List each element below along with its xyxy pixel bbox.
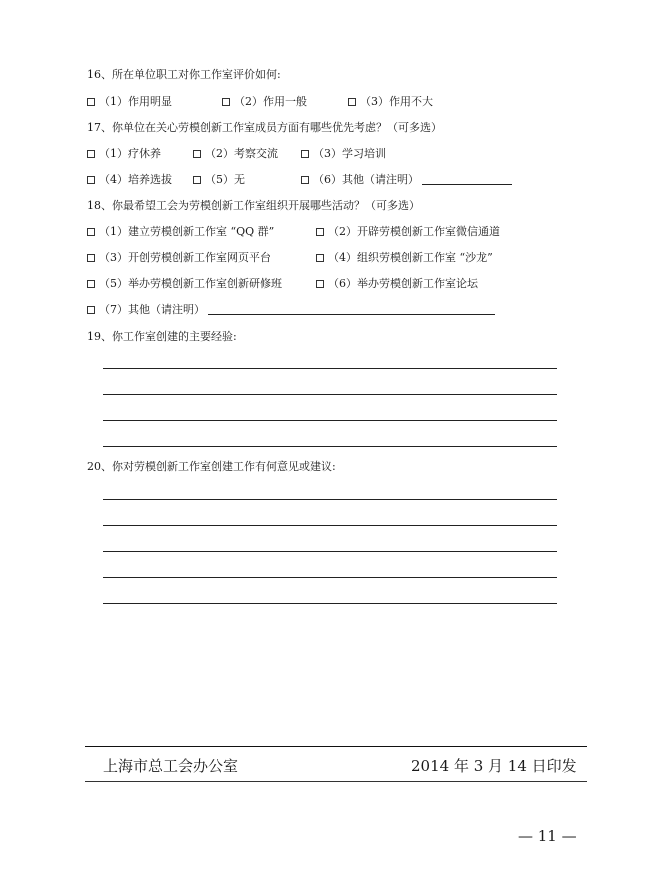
footer-top-rule bbox=[85, 746, 587, 747]
q20-answer-line-3[interactable] bbox=[103, 551, 557, 552]
checkbox[interactable] bbox=[87, 254, 95, 262]
q18-other-fill-line[interactable] bbox=[208, 303, 495, 315]
q16-option-1[interactable]: （1）作用明显 bbox=[87, 95, 172, 109]
q19-answer-line-1[interactable] bbox=[103, 368, 557, 369]
footer-date: 2014 年 3 月 14 日印发 bbox=[411, 757, 577, 775]
checkbox[interactable] bbox=[301, 176, 309, 184]
checkbox[interactable] bbox=[316, 254, 324, 262]
checkbox[interactable] bbox=[301, 150, 309, 158]
q18-option-7[interactable]: （7）其他（请注明） bbox=[87, 303, 495, 317]
q20-answer-line-5[interactable] bbox=[103, 603, 557, 604]
q20-answer-line-4[interactable] bbox=[103, 577, 557, 578]
q18-option-2[interactable]: （2）开辟劳模创新工作室微信通道 bbox=[316, 225, 500, 239]
q17-option-6[interactable]: （6）其他（请注明） bbox=[301, 173, 512, 187]
q19-answer-line-4[interactable] bbox=[103, 446, 557, 447]
q17-option-1[interactable]: （1）疗休养 bbox=[87, 147, 161, 161]
checkbox[interactable] bbox=[193, 176, 201, 184]
checkbox[interactable] bbox=[87, 176, 95, 184]
checkbox[interactable] bbox=[87, 280, 95, 288]
q18-option-3[interactable]: （3）开创劳模创新工作室网页平台 bbox=[87, 251, 271, 265]
q20-answer-line-2[interactable] bbox=[103, 525, 557, 526]
checkbox[interactable] bbox=[316, 228, 324, 236]
footer-bottom-rule bbox=[85, 781, 587, 782]
checkbox[interactable] bbox=[193, 150, 201, 158]
q18-option-1[interactable]: （1）建立劳模创新工作室 “QQ 群” bbox=[87, 225, 274, 239]
q18-option-4[interactable]: （4）组织劳模创新工作室 “沙龙” bbox=[316, 251, 493, 265]
q17-option-2[interactable]: （2）考察交流 bbox=[193, 147, 278, 161]
q18-option-5[interactable]: （5）举办劳模创新工作室创新研修班 bbox=[87, 277, 282, 291]
footer-issuer: 上海市总工会办公室 bbox=[103, 757, 239, 775]
q16-option-2[interactable]: （2）作用一般 bbox=[222, 95, 307, 109]
question-18-title: 18、你最希望工会为劳模创新工作室组织开展哪些活动？（可多选） bbox=[87, 199, 420, 212]
q20-answer-line-1[interactable] bbox=[103, 499, 557, 500]
q17-other-fill-line[interactable] bbox=[422, 173, 512, 185]
question-20-title: 20、你对劳模创新工作室创建工作有何意见或建议: bbox=[87, 460, 336, 473]
page-number: — 11 — bbox=[518, 827, 577, 845]
question-16-title: 16、所在单位职工对你工作室评价如何: bbox=[87, 68, 281, 81]
checkbox[interactable] bbox=[348, 98, 356, 106]
q17-option-3[interactable]: （3）学习培训 bbox=[301, 147, 386, 161]
checkbox[interactable] bbox=[87, 306, 95, 314]
question-19-title: 19、你工作室创建的主要经验: bbox=[87, 330, 237, 343]
checkbox[interactable] bbox=[87, 150, 95, 158]
q17-option-5[interactable]: （5）无 bbox=[193, 173, 245, 187]
q18-option-6[interactable]: （6）举办劳模创新工作室论坛 bbox=[316, 277, 478, 291]
q16-option-3[interactable]: （3）作用不大 bbox=[348, 95, 433, 109]
q19-answer-line-2[interactable] bbox=[103, 394, 557, 395]
checkbox[interactable] bbox=[316, 280, 324, 288]
checkbox[interactable] bbox=[87, 98, 95, 106]
q19-answer-line-3[interactable] bbox=[103, 420, 557, 421]
question-17-title: 17、你单位在关心劳模创新工作室成员方面有哪些优先考虑？（可多选） bbox=[87, 121, 442, 134]
checkbox[interactable] bbox=[222, 98, 230, 106]
q17-option-4[interactable]: （4）培养选拔 bbox=[87, 173, 172, 187]
checkbox[interactable] bbox=[87, 228, 95, 236]
